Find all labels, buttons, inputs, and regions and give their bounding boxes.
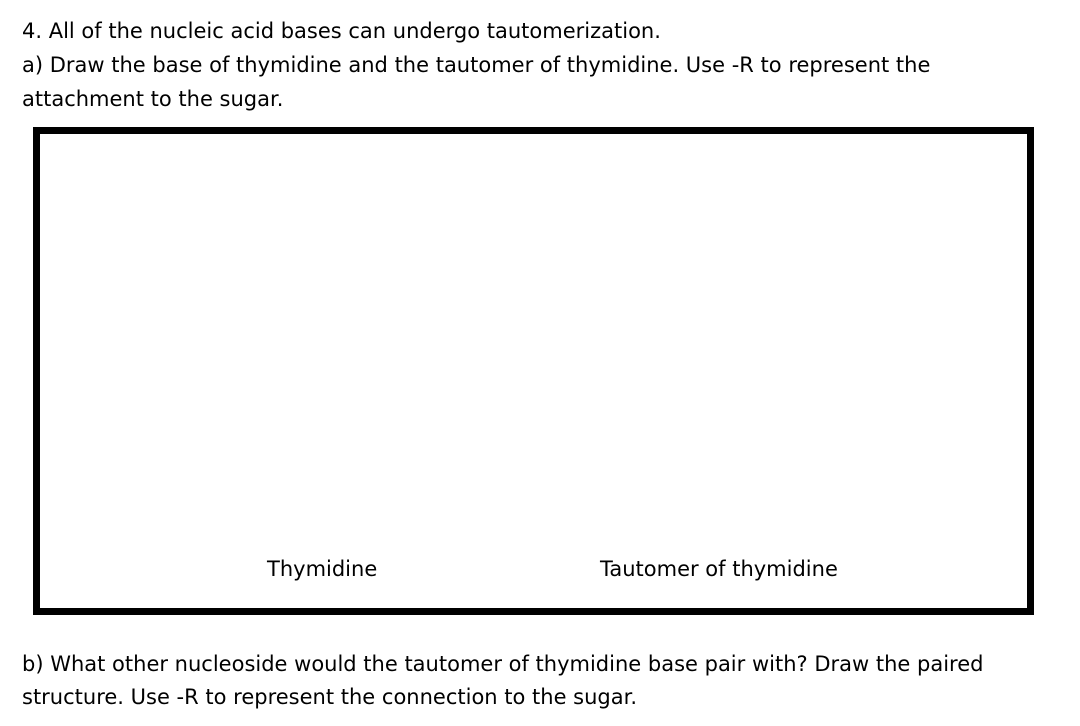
answer-drawing-box[interactable]	[33, 127, 1034, 615]
tautomer-label: Tautomer of thymidine	[600, 557, 838, 581]
part-b-text-line-2: structure. Use -R to represent the connection to the sugar.	[22, 685, 637, 709]
question-heading: 4. All of the nucleic acid bases can undergo tautomerization.	[22, 19, 661, 43]
part-b-text-line-1: b) What other nucleoside would the tautomer of thymidine base pair with? Draw the paired	[22, 652, 984, 676]
part-a-text-line-1: a) Draw the base of thymidine and the tautomer of thymidine. Use -R to represent the	[22, 53, 931, 77]
thymidine-label: Thymidine	[267, 557, 378, 581]
part-a-text-line-2: attachment to the sugar.	[22, 87, 284, 111]
